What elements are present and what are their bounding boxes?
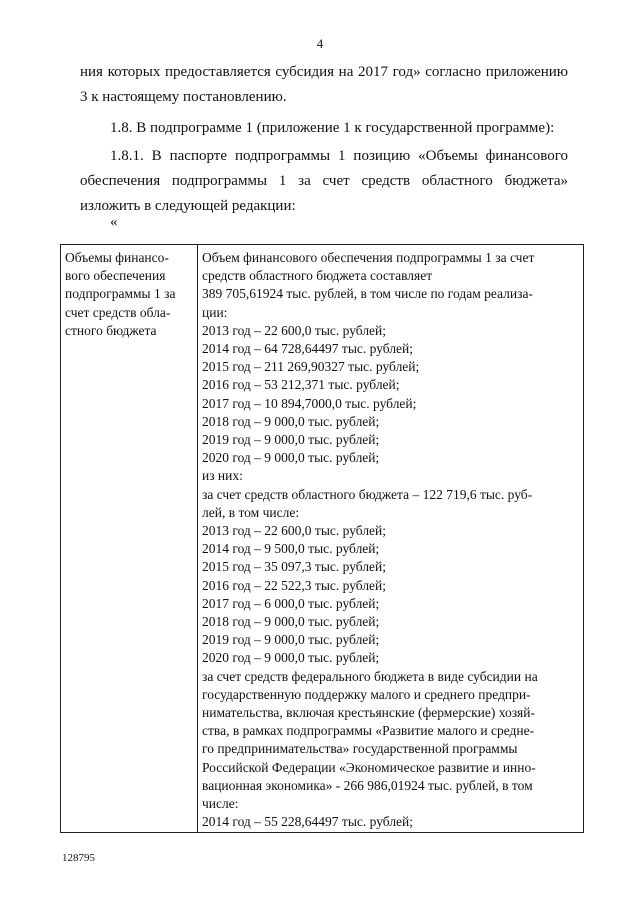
funding-detail-line: Российской Федерации «Экономическое развитие и инно- — [202, 759, 536, 775]
funding-detail-line: 2014 год – 55 228,64497 тыс. рублей; — [202, 814, 414, 830]
funding-detail-line: за счет средств областного бюджета – 122 719,6 тыс. руб- — [202, 486, 533, 502]
funding-detail-line: средств областного бюджета составляет — [202, 268, 433, 284]
position-name-cell — [61, 245, 198, 833]
table-row — [61, 245, 584, 833]
funding-detail-line: 2019 год – 9 000,0 тыс. рублей; — [202, 632, 380, 648]
funding-detail-line: го предпринимательства» государственной программы — [202, 741, 518, 757]
funding-detail-line: 2014 год – 64 728,64497 тыс. рублей; — [202, 341, 414, 357]
opening-quote-mark: « — [110, 214, 118, 230]
funding-detail-line: за счет средств федерального бюджета в виде субсидии на — [202, 668, 538, 684]
funding-passport-table — [60, 244, 584, 833]
funding-detail-line: 2017 год – 10 894,7000,0 тыс. рублей; — [202, 395, 417, 411]
position-name-line: подпрограммы 1 за — [65, 286, 176, 302]
paragraph-section-1-8-1: 1.8.1. В паспорте подпрограммы 1 позицию «Объемы финансового обеспечения подпрограммы 1 за счет средств областного бюджета» изложить в следующей редакции: — [80, 148, 568, 214]
funding-detail-line: ции: — [202, 304, 228, 320]
funding-detail-line: 2016 год – 22 522,3 тыс. рублей; — [202, 577, 387, 593]
paragraph-section-1-8: 1.8. В подпрограмме 1 (приложение 1 к государственной программе): — [110, 120, 555, 136]
funding-detail-line: Объем финансового обеспечения подпрограммы 1 за счет — [202, 250, 535, 265]
funding-detail-line: 2019 год – 9 000,0 тыс. рублей; — [202, 432, 380, 448]
funding-detail-line: 2016 год – 53 212,371 тыс. рублей; — [202, 377, 400, 393]
funding-detail-line: 2013 год – 22 600,0 тыс. рублей; — [202, 322, 387, 338]
funding-detail-line: из них: — [202, 468, 243, 484]
funding-detail-line: нимательства, включая крестьянские (фермерские) хозяй- — [202, 705, 535, 721]
position-name-line: счет средств обла- — [65, 304, 171, 320]
funding-detail-line: 2015 год – 35 097,3 тыс. рублей; — [202, 559, 387, 575]
funding-detail-line: 2015 год – 211 269,90327 тыс. рублей; — [202, 359, 420, 375]
funding-detail-line: 2013 год – 22 600,0 тыс. рублей; — [202, 523, 387, 539]
position-name-line: Объемы финансо- — [65, 250, 169, 265]
funding-detail-line: ства, в рамках подпрограммы «Развитие малого и средне- — [202, 723, 535, 739]
funding-detail-line: государственную поддержку малого и среднего предпри- — [202, 686, 531, 702]
funding-detail-line: вационная экономика» - 266 986,01924 тыс. рублей, в том — [202, 777, 533, 793]
funding-detail-line: 2020 год – 9 000,0 тыс. рублей; — [202, 650, 380, 666]
position-name-line: вого обеспечения — [65, 268, 166, 284]
funding-details-cell — [198, 245, 584, 833]
funding-detail-line: лей, в том числе: — [202, 504, 300, 520]
document-code: 128795 — [62, 852, 95, 864]
funding-detail-line: числе: — [202, 796, 239, 812]
funding-detail-line: 2020 год – 9 000,0 тыс. рублей; — [202, 450, 380, 466]
funding-detail-line: 389 705,61924 тыс. рублей, в том числе по годам реализа- — [202, 286, 533, 302]
funding-detail-line: 2018 год – 9 000,0 тыс. рублей; — [202, 413, 380, 429]
paragraph-continuation: ния которых предоставляется субсидия на 2017 год» согласно приложению 3 к настоящему постановлению. — [80, 64, 568, 105]
funding-detail-line: 2017 год – 6 000,0 тыс. рублей; — [202, 595, 380, 611]
position-name-line: стного бюджета — [65, 322, 157, 338]
funding-detail-line: 2014 год – 9 500,0 тыс. рублей; — [202, 541, 380, 557]
funding-detail-line: 2018 год – 9 000,0 тыс. рублей; — [202, 614, 380, 630]
page-number: 4 — [316, 36, 324, 51]
